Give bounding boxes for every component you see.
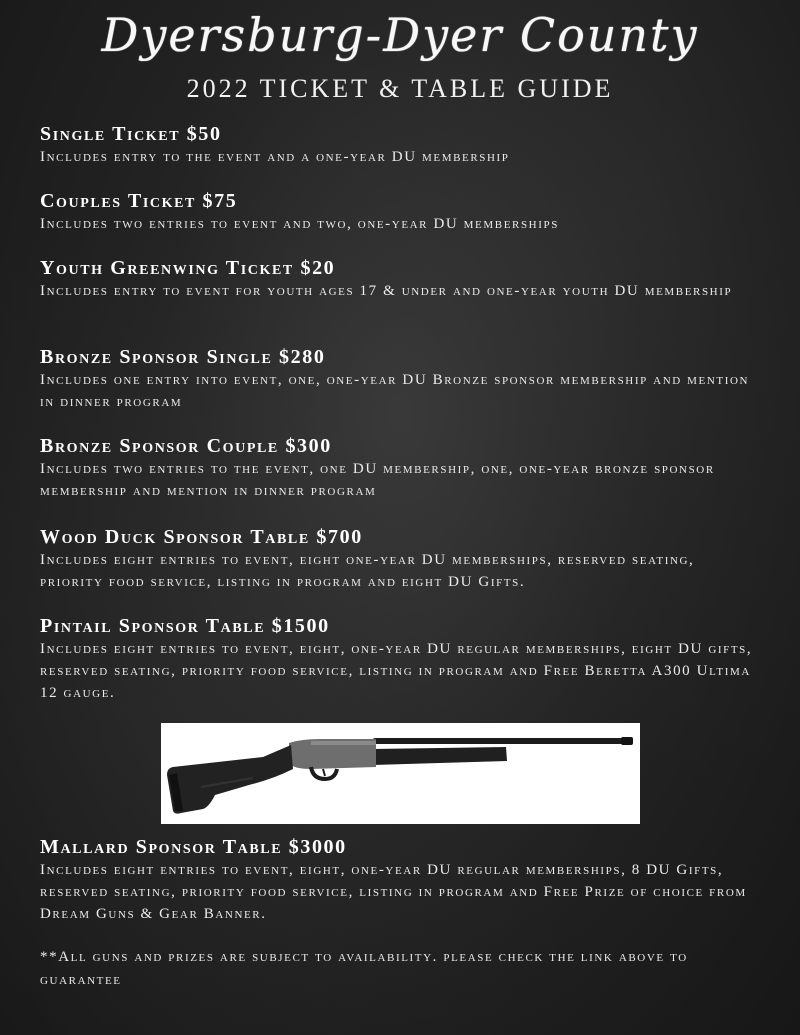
item-heading: Single Ticket $50 bbox=[40, 123, 222, 145]
item-heading: Couples Ticket $75 bbox=[40, 190, 238, 212]
availability-footnote: **All guns and prizes are subject to availability. please check the link above to guarantee bbox=[40, 949, 688, 988]
item-heading: Wood Duck Sponsor Table $700 bbox=[40, 526, 363, 548]
item-pintail-sponsor-table bbox=[40, 614, 760, 704]
item-heading: Mallard Sponsor Table $3000 bbox=[40, 836, 347, 858]
item-description: Includes entry to event for youth ages 17 & under and one-year youth DU membership bbox=[40, 283, 733, 299]
item-description: Includes entry to the event and a one-year DU membership bbox=[40, 149, 510, 165]
item-description: Includes eight entries to event, eight, one-year DU regular memberships, eight DU gifts, reserved seating, priority food service, listing in program and Free Beretta A300 Ultima 12 gauge. bbox=[40, 641, 753, 701]
page-title: Dyersburg-Dyer County bbox=[101, 8, 699, 62]
item-description: Includes two entries to event and two, one-year DU memberships bbox=[40, 216, 559, 232]
item-heading: Bronze Sponsor Couple $300 bbox=[40, 435, 332, 457]
item-couples-ticket bbox=[40, 189, 760, 235]
shotgun-icon bbox=[161, 723, 640, 824]
item-description: Includes one entry into event, one, one-year DU Bronze sponsor membership and mention in dinner program bbox=[40, 372, 750, 410]
item-description: Includes two entries to the event, one DU membership, one, one-year bronze sponsor membership and mention in dinner program bbox=[40, 461, 715, 499]
item-bronze-sponsor-single bbox=[40, 345, 760, 413]
item-bronze-sponsor-couple bbox=[40, 434, 760, 502]
item-single-ticket bbox=[40, 122, 760, 168]
page-subtitle: 2022 TICKET & TABLE GUIDE bbox=[186, 74, 614, 103]
item-youth-greenwing-ticket bbox=[40, 256, 760, 302]
item-heading: Youth Greenwing Ticket $20 bbox=[40, 257, 336, 279]
item-heading: Bronze Sponsor Single $280 bbox=[40, 346, 326, 368]
item-mallard-sponsor-table bbox=[40, 835, 760, 925]
item-heading: Pintail Sponsor Table $1500 bbox=[40, 615, 330, 637]
shotgun-image bbox=[161, 723, 640, 824]
item-description: Includes eight entries to event, eight one-year DU memberships, reserved seating, priority food service, listing in program and eight DU Gifts. bbox=[40, 552, 695, 590]
item-wood-duck-sponsor-table bbox=[40, 525, 760, 593]
item-description: Includes eight entries to event, eight, one-year DU regular memberships, 8 DU Gifts, reserved seating, priority food service, listing in program and Free Prize of choice from Dream Guns & Gear Banner. bbox=[40, 862, 747, 922]
